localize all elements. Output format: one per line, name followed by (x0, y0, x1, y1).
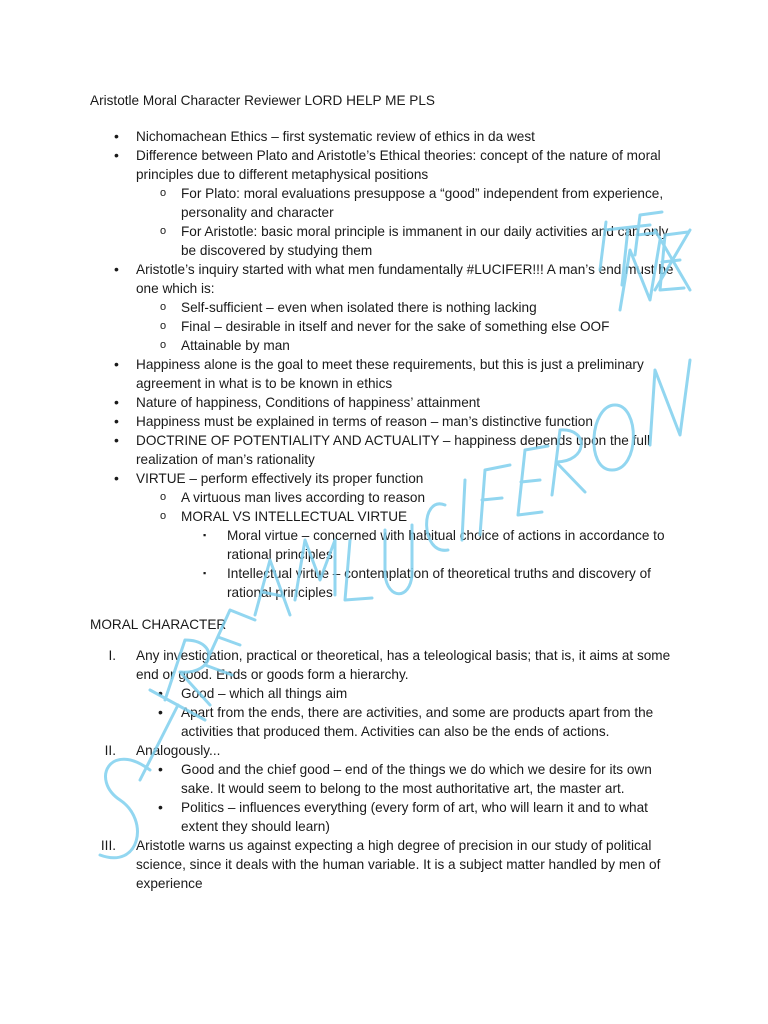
list-item-text: Intellectual virtue – contemplation of theoretical truths and discovery of rational principles (227, 566, 651, 600)
bullet-marker: o (160, 339, 167, 351)
list-item-text: A virtuous man lives according to reason (181, 490, 426, 505)
list-item-text: Happiness alone is the goal to meet these requirements, but this is just a preliminary agreement in what is to be known in ethics (136, 357, 644, 391)
list-item (0, 336, 686, 355)
list-item-text: Any investigation, practical or theoretical, has a teleological basis; that is, it aims at some end or good. Ends or goods form a hierarchy. (136, 648, 671, 682)
list-item (0, 684, 686, 703)
bullet-marker: o (160, 320, 167, 332)
list-item-text: For Plato: moral evaluations presuppose a “good” independent from experience, personality and character (181, 186, 664, 220)
list-item (0, 393, 686, 412)
section-heading: MORAL CHARACTER (90, 617, 227, 632)
list-item (0, 260, 686, 298)
list-item-text: Nichomachean Ethics – first systematic review of ethics in da west (136, 129, 535, 144)
list-item-text: Good – which all things aim (181, 686, 348, 701)
bullet-marker: • (114, 147, 119, 163)
list-item-text: Politics – influences everything (every form of art, who will learn it and to what extent they should learn) (181, 800, 648, 834)
roman-numeral: III. (100, 838, 116, 853)
roman-numeral: II. (104, 743, 116, 758)
bullet-marker: • (114, 413, 119, 429)
bullet-marker: • (114, 356, 119, 372)
bullet-marker: • (158, 761, 163, 777)
roman-numeral-list (0, 646, 686, 893)
list-item-text: Aristotle warns us against expecting a high degree of precision in our study of political science, since it deals with the human variable. It is a subject matter handled by men of experience (136, 838, 661, 891)
bullet-marker: • (114, 261, 119, 277)
roman-numeral: I. (108, 648, 116, 663)
bullet-marker: • (158, 704, 163, 720)
list-item-text: Apart from the ends, there are activities, and some are products apart from the activities that produced them. Activities can also be the ends of actions. (181, 705, 654, 739)
bullet-marker: ▪ (203, 568, 207, 578)
list-item-text: Difference between Plato and Aristotle’s Ethical theories: concept of the nature of moral principles due to different metaphysical positions (136, 148, 661, 182)
list-item (0, 488, 686, 507)
list-item (0, 184, 686, 222)
bullet-marker: o (160, 225, 167, 237)
list-item-text: Happiness must be explained in terms of reason – man’s distinctive function (136, 414, 593, 429)
list-item-text: For Aristotle: basic moral principle is immanent in our daily activities and can only be discovered by studying them (181, 224, 669, 258)
list-item-text: DOCTRINE OF POTENTIALITY AND ACTUALITY – happiness depends upon the full realization of man’s rationality (136, 433, 651, 467)
bullet-marker: • (114, 394, 119, 410)
list-item-text: Aristotle’s inquiry started with what men fundamentally #LUCIFER!!! A man’s end must be one which is: (136, 262, 674, 296)
list-item (0, 431, 686, 469)
bullet-marker: • (114, 128, 119, 144)
list-item-text: VIRTUE – perform effectively its proper function (136, 471, 424, 486)
list-item-text: MORAL VS INTELLECTUAL VIRTUE (181, 509, 408, 524)
bullet-marker: o (160, 491, 167, 503)
list-item (0, 127, 686, 146)
bullet-marker: • (158, 799, 163, 815)
bullet-marker: • (158, 685, 163, 701)
list-item (0, 507, 686, 526)
list-item (0, 146, 686, 184)
list-item (0, 412, 686, 431)
bullet-marker: o (160, 510, 167, 522)
list-item (0, 703, 686, 741)
bullet-list (0, 127, 687, 602)
list-item (0, 298, 686, 317)
bullet-marker: o (160, 187, 167, 199)
list-item (0, 222, 686, 260)
bullet-marker: o (160, 301, 167, 313)
bullet-marker: ▪ (203, 530, 207, 540)
list-item (0, 526, 687, 564)
list-item (0, 355, 686, 393)
document-title: Aristotle Moral Character Reviewer LORD HELP ME PLS (90, 93, 435, 108)
bullet-marker: • (114, 470, 119, 486)
list-item-text: Analogously... (136, 743, 221, 758)
roman-list-item (0, 836, 686, 893)
list-item-text: Self-sufficient – even when isolated there is nothing lacking (181, 300, 537, 315)
list-item-text: Good and the chief good – end of the things we do which we desire for its own sake. It would seem to belong to the most authoritative art, the master art. (181, 762, 652, 796)
list-item (0, 317, 686, 336)
list-item (0, 564, 687, 602)
list-item-text: Moral virtue – concerned with habitual choice of actions in accordance to rational principles (227, 528, 665, 562)
bullet-marker: • (114, 432, 119, 448)
list-item (0, 798, 686, 836)
list-item-text: Attainable by man (181, 338, 290, 353)
roman-list-item (0, 646, 686, 684)
roman-list-item (0, 741, 686, 760)
list-item-text: Final – desirable in itself and never for the sake of something else OOF (181, 319, 610, 334)
list-item (0, 760, 686, 798)
list-item (0, 469, 686, 488)
list-item-text: Nature of happiness, Conditions of happiness’ attainment (136, 395, 481, 410)
